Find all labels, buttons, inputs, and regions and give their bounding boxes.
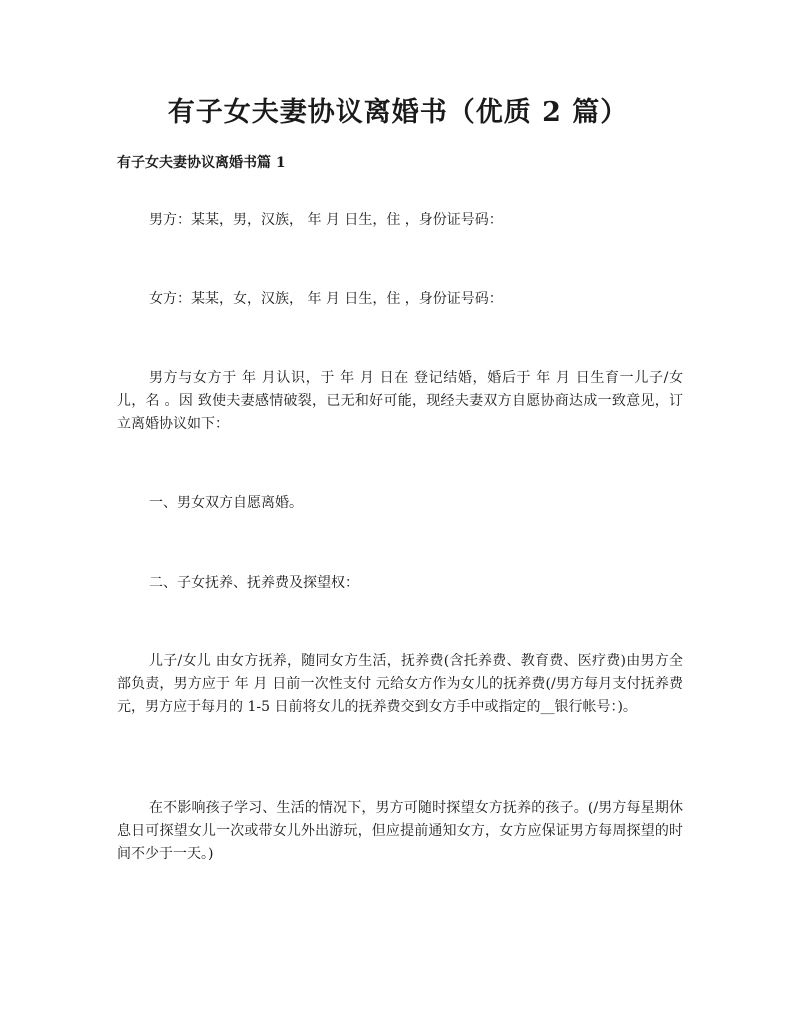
- paragraph-male-party: 男方：某某，男，汉族， 年 月 日生，住 ，身份证号码：: [149, 212, 503, 228]
- paragraph-female-party: 女方：某某，女，汉族， 年 月 日生，住 ，身份证号码：: [149, 291, 503, 307]
- paragraph-visitation: 在不影响孩子学习、生活的情况下，男方可随时探望女方抚养的孩子。(/男方每星期休息日可探望女儿一次或带女儿外出游玩，但应提前通知女方，女方应保证男方每周探望的时间不少于一天。): [117, 800, 683, 862]
- document-title: 有子女夫妻协议离婚书（优质 2 篇）: [167, 97, 629, 128]
- paragraph-clause-1: 一、男女双方自愿离婚。: [149, 495, 303, 511]
- paragraph-clause-2: 二、子女抚养、抚养费及探望权：: [149, 575, 359, 591]
- paragraph-child-support: 儿子/女儿 由女方抚养，随同女方生活，抚养费(含托养费、教育费、医疗费)由男方全部负责，男方应于 年 月 日前一次性支付 元给女方作为女儿的抚养费(/男方每月支付抚养费 元，男方应于每月的 1-5 日前将女儿的抚养费交到女方手中或指定的__银行帐号：)。: [117, 653, 683, 715]
- paragraph-background: 男方与女方于 年 月认识，于 年 月 日在 登记结婚，婚后于 年 月 日生育一儿子/女儿，名 。因 致使夫妻感情破裂，已无和好可能，现经夫妻双方自愿协商达成一致意见，订立离婚协议如下：: [117, 370, 683, 432]
- section-heading: 有子女夫妻协议离婚书篇 1: [117, 155, 286, 171]
